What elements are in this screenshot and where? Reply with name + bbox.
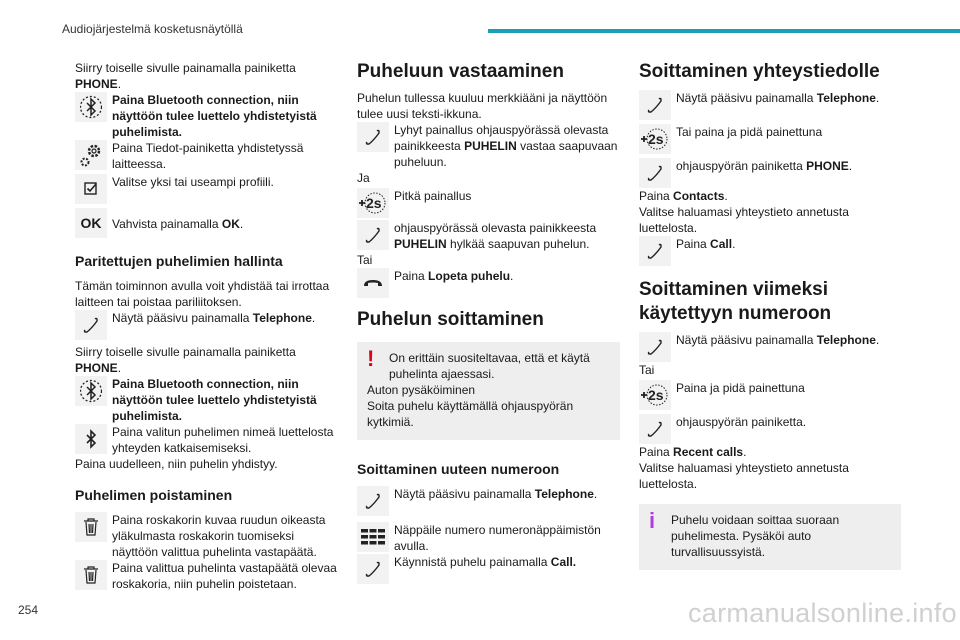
trash-icon [75,512,107,542]
text-wheel-bold: PHONE [806,159,849,173]
paragraph-recent: Paina Recent calls. [639,445,747,459]
heading-make-call: Puhelun soittaminen [357,309,544,330]
text-long-press: Pitkä painallus [394,189,472,203]
phone-handset-icon [639,236,671,266]
text-ok-bold: OK [221,217,240,231]
step-wheel-phone [639,158,901,188]
paragraph-select-contact-2: Valitse haluamasi yhteystieto annetusta luettelosta. [639,461,849,491]
text-end-call: Paina Lopeta puhelu. [394,269,514,283]
text-short-pre: Lyhyt painallus ohjauspyörässä olevasta painikkeesta [394,123,609,153]
trash-icon [75,560,107,590]
text-telephone: Näytä pääsivu painamalla Telephone. [394,487,598,501]
heading-pair-management: Paritettujen puhelimien hallinta [75,253,283,269]
text-name: Paina valitun puhelimen nimeä luettelosta yhteyden katkaisemiseksi. [112,425,334,455]
text-short-press [394,122,620,170]
text-bluetooth-2: Paina Bluetooth connection, niin näyttöön tulee luettelo yhdistetyistä puhelimista. [112,377,317,423]
step-keypad [357,522,620,554]
text-short-bold: PUHELIN [464,139,517,153]
phone-handset-icon [639,90,671,120]
text-reject-pre: ohjauspyörässä olevasta painikkeesta [394,221,597,235]
phone-handset-icon [75,310,107,340]
text-call-bold: Call [710,237,733,251]
column-left [75,60,337,592]
paragraph-select-contact: Valitse haluamasi yhteystieto annetusta luettelosta. [639,205,849,235]
header-title: Audiojärjestelmä kosketusnäytöllä [62,22,243,36]
text-call-pre: Paina [676,237,707,251]
text-tai: Tai [357,253,373,267]
bluetooth-icon [75,424,107,454]
text-telephone-pre: Näytä pääsivu painamalla [394,487,532,501]
text-phone-bold-2: PHONE [75,361,118,375]
text-telephone-2: Näytä pääsivu painamalla Telephone. [676,333,880,347]
paragraph-contacts: Paina Contacts. [639,189,728,203]
text-trash-1: Paina roskakorin kuvaa ruudun oikeasta yläkulmasta roskakorin tuomiseksi näyttöön valittua puhelinta vastapäätä. [112,513,326,559]
step-profile [75,174,337,204]
bluetooth-icon [75,376,107,406]
long-press-2s-icon [357,188,389,218]
warning-icon: ! [367,346,375,371]
heading-new-number: Soittaminen uuteen numeroon [357,461,560,477]
text-telephone-bold: Telephone [534,487,594,501]
text-ja: Ja [357,171,370,185]
text-start-call [394,554,620,570]
text-recent-bold: Recent calls [673,445,744,459]
bluetooth-icon [75,92,107,122]
paragraph-pair: Tämän toiminnon avulla voit yhdistää tai irrottaa laitteen tai poistaa pariliitoksen. [75,279,330,309]
paragraph-reconnect: Paina uudelleen, niin puhelin yhdistyy. [75,457,278,471]
text-next-page-2: Siirry toiselle sivulle painamalla painiketta [75,345,296,359]
heading-call-contact: Soittaminen yhteystiedolle [639,61,880,82]
long-press-2s-icon [639,124,671,154]
text-trash-2: Paina valittua puhelinta vastapäätä olevaa roskakoria, niin puhelin poistetaan. [112,561,337,591]
ok-label: OK [80,215,102,231]
text-ok-pre: Vahvista painamalla [112,217,219,231]
step-telephone-2 [639,332,901,362]
phone-handset-icon [357,554,389,584]
paragraph-incoming: Puhelun tullessa kuuluu merkkiääni ja näyttöön tulee uusi teksti-ikkuna. [357,91,608,121]
paragraph-next-page: Siirry toiselle sivulle painamalla painiketta PHONE. [75,61,296,91]
text-reject-bold: PUHELIN [394,237,447,251]
watermark: carmanualsonline.info [688,598,957,628]
text-wheel-2: ohjauspyörän painiketta. [676,415,807,429]
step-hold-2 [639,380,901,410]
step-name [75,424,337,456]
text-contacts-pre: Paina [639,189,670,203]
phone-handset-icon [357,486,389,516]
step-call [639,236,901,266]
text-start-bold: Call. [550,555,577,569]
text-keypad: Näppäile numero numeronäppäimistön avulla. [394,523,601,553]
step-gear [75,140,337,172]
text-telephone: Näytä pääsivu painamalla Telephone. [676,91,880,105]
paragraph-next-page-2: Siirry toiselle sivulle painamalla painiketta PHONE. [75,345,296,375]
step-wheel-2 [639,414,901,444]
text-end-pre: Paina [394,269,425,283]
column-right [639,60,901,576]
svg-text:2s: 2s [648,131,664,147]
page-number: 254 [18,603,39,617]
text-end-bold: Lopeta puhelu [428,269,511,283]
step-telephone [639,90,901,120]
step-start-call [357,554,620,584]
text-next-page: Siirry toiselle sivulle painamalla painiketta [75,61,296,75]
keypad-icon [357,522,389,552]
steering-wheel-phone-icon [639,158,671,188]
text-hold: Tai paina ja pidä painettuna [676,125,823,139]
info-text: Puhelu voidaan soittaa suoraan puhelimesta. Pysäköi auto turvallisuussyistä. [671,513,840,559]
header-accent-bar [488,29,960,33]
phone-handset-icon [639,332,671,362]
checkbox-icon [75,174,107,204]
heading-answer-call: Puheluun vastaaminen [357,61,564,82]
steering-wheel-phone-icon [357,220,389,250]
text-tai: Tai [639,363,655,377]
text-hold-2: Paina ja pidä painettuna [676,381,805,395]
text-profile: Valitse yksi tai useampi profiili. [112,175,274,189]
heading-delete-phone: Puhelimen poistaminen [75,487,233,503]
text-start-pre: Käynnistä puhelu painamalla [394,555,548,569]
column-middle [357,60,620,584]
text-wheel-pre: ohjauspyörän painiketta [676,159,803,173]
info-note [639,504,901,570]
text-call: Paina Call. [676,237,736,251]
warning-note [357,342,620,440]
warning-text: On erittäin suositeltavaa, että et käytä puhelinta ajaessasi. [389,351,590,381]
step-long-press [357,188,620,218]
text-phone-bold: PHONE [75,77,118,91]
steering-wheel-phone-icon [639,414,671,444]
step-trash-1 [75,512,337,560]
long-press-2s-icon [639,380,671,410]
text-telephone-bold: Telephone [252,311,312,325]
step-trash-2 [75,560,337,592]
text-telephone-pre: Näytä pääsivu painamalla [112,311,250,325]
text-short-post: vastaa saapuvaan puheluun. [394,139,618,169]
step-short-press [357,122,620,170]
ok-label-box [75,208,107,238]
text-contacts-bold: Contacts [673,189,725,203]
step-end-call [357,268,620,298]
steering-wheel-phone-icon [357,122,389,152]
text-ok: Vahvista painamalla OK. [112,217,244,231]
text-recent-pre: Paina [639,445,670,459]
text-gear: Paina Tiedot-painiketta yhdistetyssä laitteessa. [112,141,304,171]
text-reject [394,220,620,252]
text-reject-post: hylkää saapuvan puhelun. [450,237,590,251]
step-reject [357,220,620,252]
svg-text:2s: 2s [366,195,382,211]
step-telephone [75,310,337,340]
text-telephone-pre-2: Näytä pääsivu painamalla [676,333,814,347]
text-telephone-bold-2: Telephone [816,333,876,347]
text-telephone: Näytä pääsivu painamalla Telephone. [112,311,316,325]
gear-icon [75,140,107,170]
text-telephone-bold: Telephone [816,91,876,105]
step-bluetooth-1 [75,92,337,140]
step-hold [639,124,901,154]
text-bluetooth-1: Paina Bluetooth connection, niin näyttöön tulee luettelo yhdistetyistä puhelimista. [112,93,317,139]
heading-call-recent: Soittaminen viimeksi käytettyyn numeroon [639,279,832,324]
text-telephone-pre: Näytä pääsivu painamalla [676,91,814,105]
step-bluetooth-2 [75,376,337,424]
step-ok [75,208,337,238]
text-wheel-phone: ohjauspyörän painiketta PHONE. [676,159,853,173]
end-call-icon [357,268,389,298]
warning-line-3: Soita puhelu käyttämällä ohjauspyörän kytkimiä. [367,399,574,429]
warning-line-2: Auton pysäköiminen [367,383,476,397]
step-telephone [357,486,620,516]
svg-text:2s: 2s [648,387,664,403]
info-icon: i [649,508,656,533]
